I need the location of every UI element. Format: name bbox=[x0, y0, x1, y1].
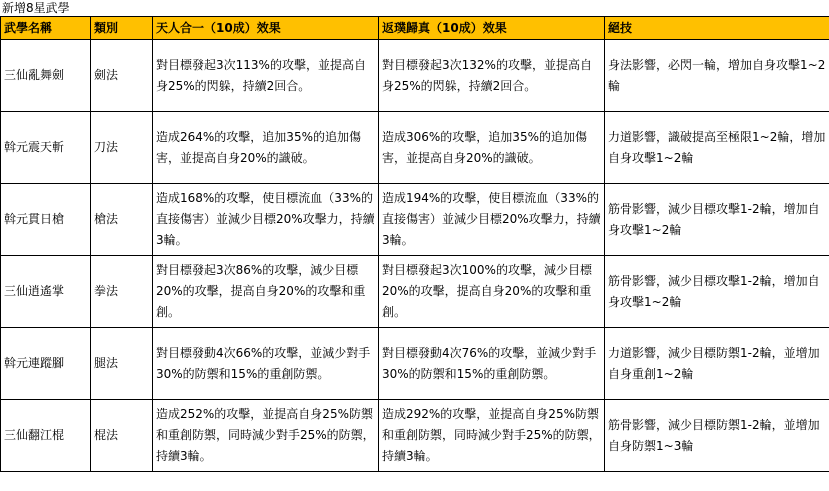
skill-cell[interactable]: 力道影響，識破提高至極限1~2輪，增加自身攻擊1~2輪 bbox=[605, 112, 829, 184]
martial-arts-table bbox=[0, 16, 829, 472]
category-cell[interactable]: 槍法 bbox=[91, 184, 153, 256]
tianren-effect-cell[interactable]: 造成168%的攻擊，使目標流血（33%的直接傷害）並減少目標20%攻擊力，持續3輪。 bbox=[153, 184, 379, 256]
fanpu-effect-cell[interactable]: 造成306%的攻擊，追加35%的追加傷害，並提高自身20%的識破。 bbox=[379, 112, 605, 184]
tianren-effect-cell[interactable]: 造成264%的攻擊，追加35%的追加傷害，並提高自身20%的識破。 bbox=[153, 112, 379, 184]
name-cell[interactable]: 斡元震天斬 bbox=[1, 112, 91, 184]
name-cell[interactable]: 三仙逍遙掌 bbox=[1, 256, 91, 328]
category-cell[interactable]: 腿法 bbox=[91, 328, 153, 400]
header-row bbox=[1, 17, 829, 40]
skill-cell[interactable]: 筋骨影響，減少目標攻擊1-2輪，增加自身攻擊1~2輪 bbox=[605, 184, 829, 256]
category-cell[interactable]: 棍法 bbox=[91, 400, 153, 472]
category-cell[interactable]: 刀法 bbox=[91, 112, 153, 184]
skill-cell[interactable]: 力道影響，減少目標防禦1-2輪，並增加自身重創1~2輪 bbox=[605, 328, 829, 400]
tianren-effect-cell[interactable]: 對目標發起3次113%的攻擊，並提高自身25%的閃躲，持續2回合。 bbox=[153, 40, 379, 112]
name-cell[interactable]: 三仙翻江棍 bbox=[1, 400, 91, 472]
category-cell[interactable]: 拳法 bbox=[91, 256, 153, 328]
table-row bbox=[1, 400, 829, 472]
table-row bbox=[1, 184, 829, 256]
fanpu-effect-cell[interactable]: 造成194%的攻擊，使目標流血（33%的直接傷害）並減少目標20%攻擊力，持續3輪。 bbox=[379, 184, 605, 256]
fanpu-effect-cell[interactable]: 對目標發動4次76%的攻擊，並減少對手30%的防禦和15%的重創防禦。 bbox=[379, 328, 605, 400]
table-row bbox=[1, 328, 829, 400]
sheet-title: 新增8星武學 bbox=[2, 1, 70, 15]
table-row bbox=[1, 112, 829, 184]
tianren-effect-cell[interactable]: 對目標發起3次86%的攻擊，減少目標20%的攻擊，提高自身20%的攻擊和重創。 bbox=[153, 256, 379, 328]
skill-cell[interactable]: 筋骨影響，減少目標攻擊1-2輪，增加自身攻擊1~2輪 bbox=[605, 256, 829, 328]
header-skill[interactable]: 絕技 bbox=[605, 17, 829, 40]
table-row bbox=[1, 256, 829, 328]
category-cell[interactable]: 劍法 bbox=[91, 40, 153, 112]
table-row bbox=[1, 40, 829, 112]
header-fanpu-effect[interactable]: 返璞歸真（10成）效果 bbox=[379, 17, 605, 40]
skill-cell[interactable]: 筋骨影響，減少目標防禦1-2輪，並增加自身防禦1~3輪 bbox=[605, 400, 829, 472]
fanpu-effect-cell[interactable]: 對目標發起3次132%的攻擊，並提高自身25%的閃躲，持續2回合。 bbox=[379, 40, 605, 112]
fanpu-effect-cell[interactable]: 造成292%的攻擊，並提高自身25%防禦和重創防禦，同時減少對手25%的防禦，持續3輪。 bbox=[379, 400, 605, 472]
skill-cell[interactable]: 身法影響，必閃一輪，增加自身攻擊1~2輪 bbox=[605, 40, 829, 112]
tianren-effect-cell[interactable]: 對目標發動4次66%的攻擊，並減少對手30%的防禦和15%的重創防禦。 bbox=[153, 328, 379, 400]
header-category[interactable]: 類別 bbox=[91, 17, 153, 40]
fanpu-effect-cell[interactable]: 對目標發起3次100%的攻擊，減少目標20%的攻擊，提高自身20%的攻擊和重創。 bbox=[379, 256, 605, 328]
name-cell[interactable]: 三仙亂舞劍 bbox=[1, 40, 91, 112]
header-name[interactable]: 武學名稱 bbox=[1, 17, 91, 40]
name-cell[interactable]: 斡元連蹤腳 bbox=[1, 328, 91, 400]
tianren-effect-cell[interactable]: 造成252%的攻擊，並提高自身25%防禦和重創防禦，同時減少對手25%的防禦，持續3輪。 bbox=[153, 400, 379, 472]
name-cell[interactable]: 斡元貫日槍 bbox=[1, 184, 91, 256]
header-tianren-effect[interactable]: 天人合一（10成）效果 bbox=[153, 17, 379, 40]
